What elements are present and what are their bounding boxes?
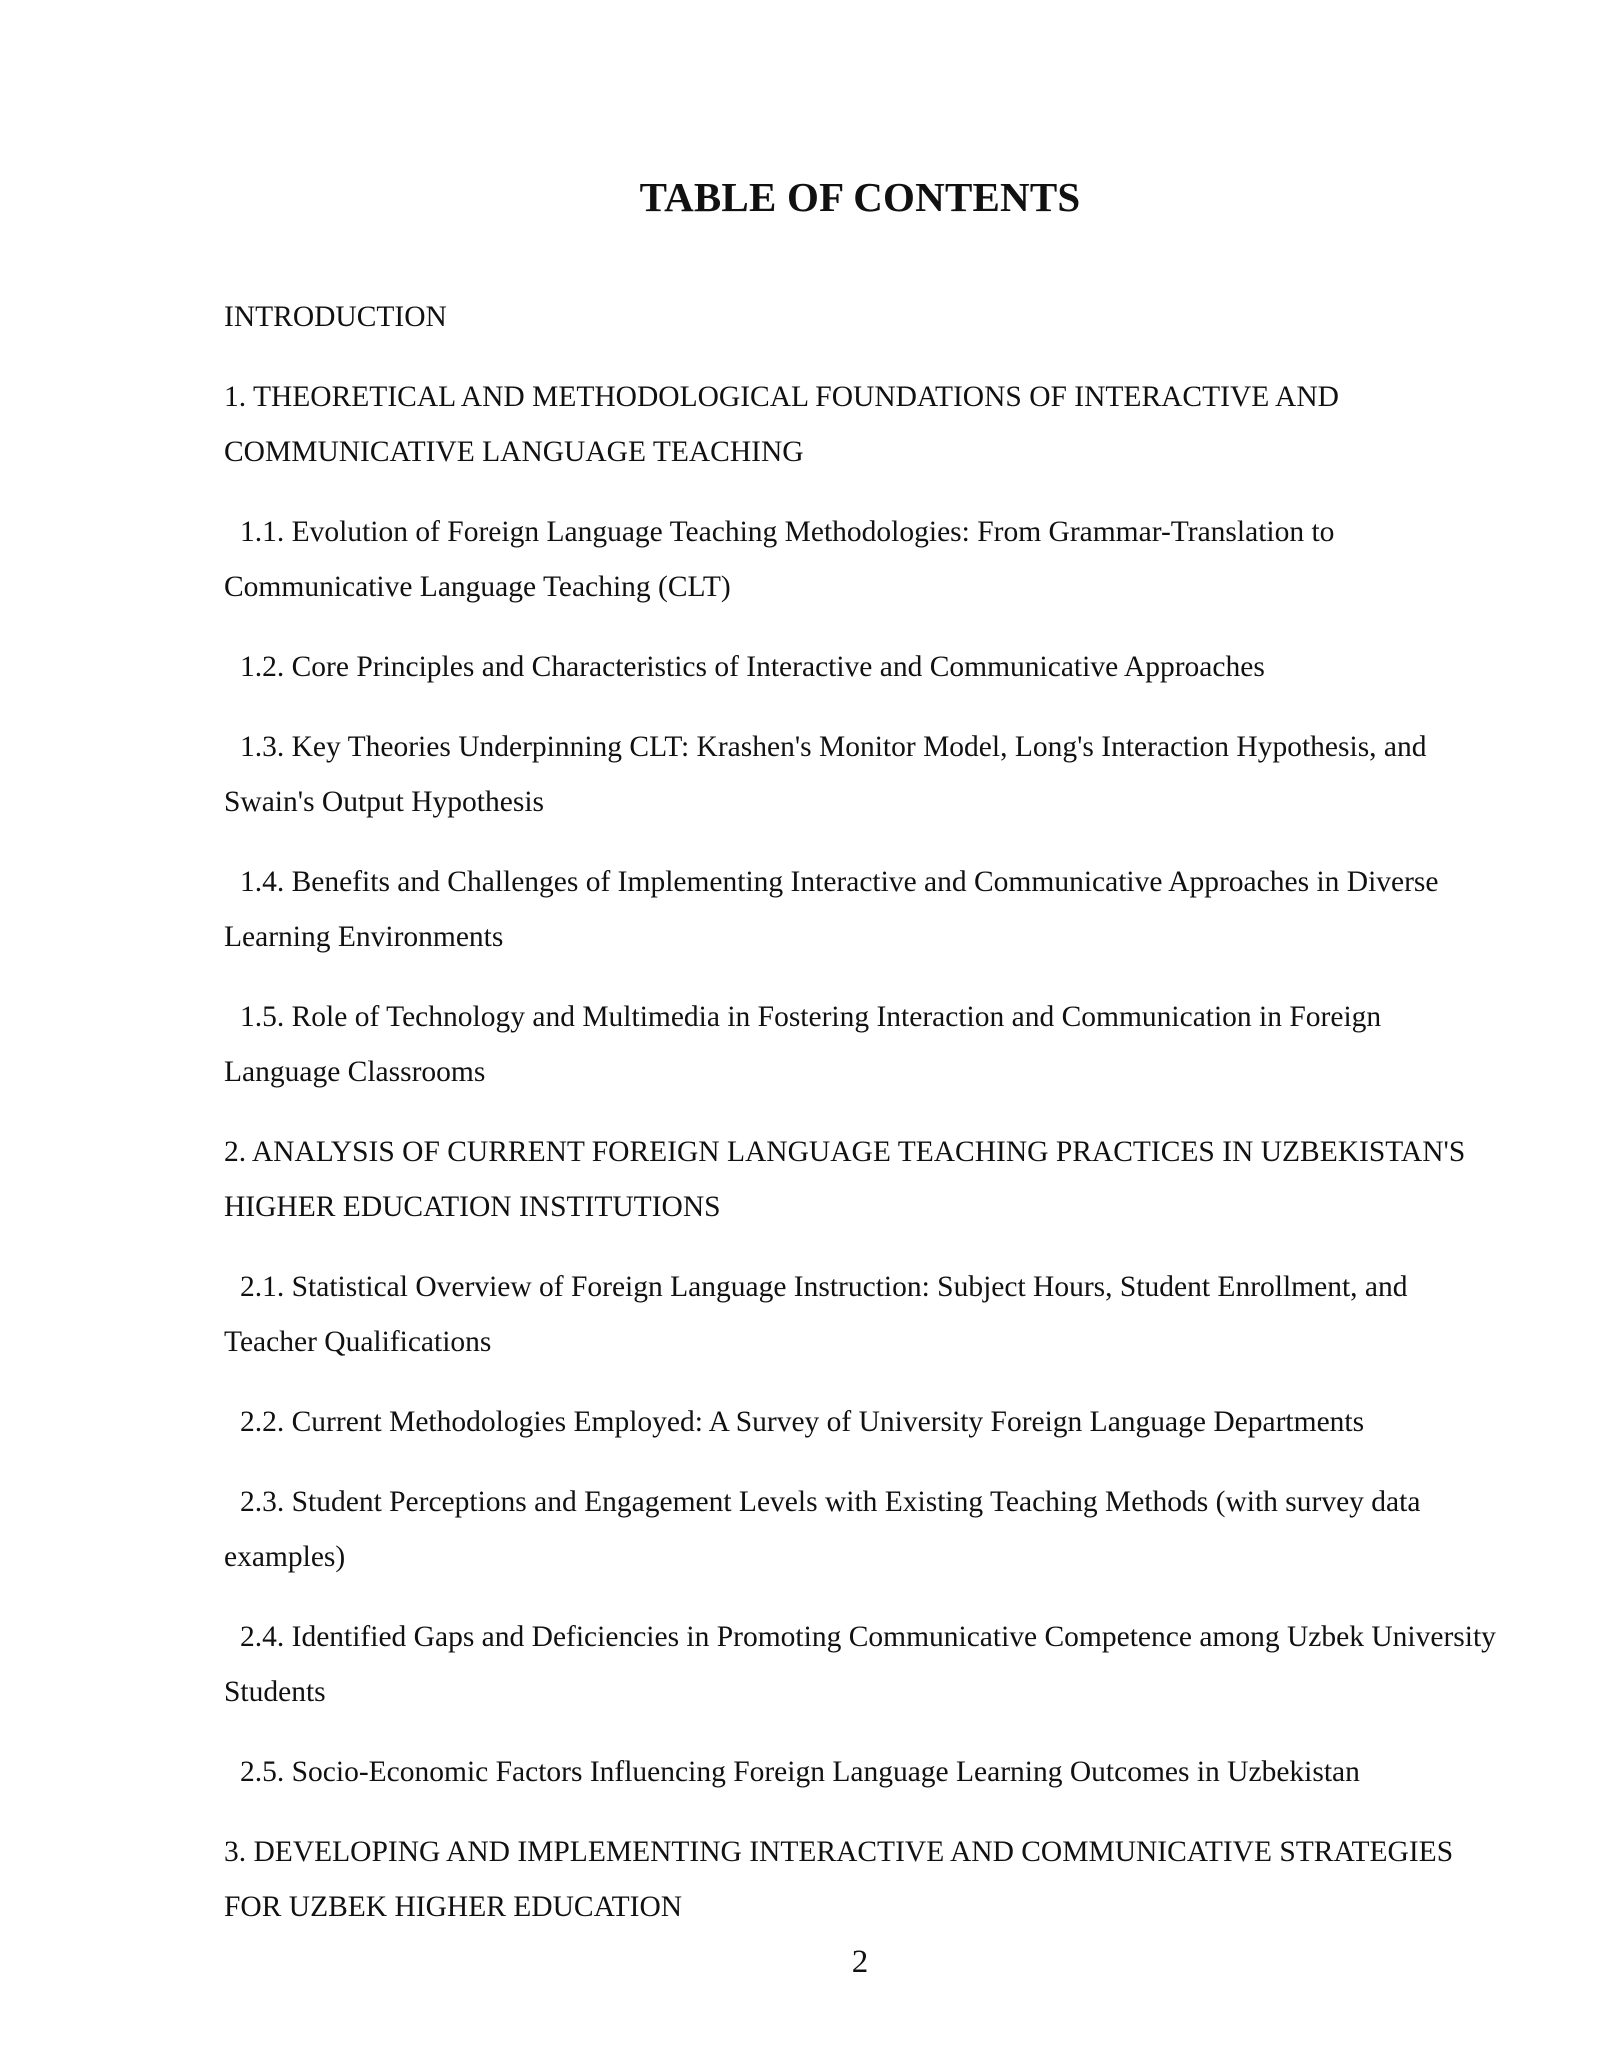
toc-entry-section-2-2: 2.2. Current Methodologies Employed: A Survey of University Foreign Language Departments bbox=[240, 1406, 1365, 1438]
toc-entry-section-1-4: 1.4. Benefits and Challenges of Implementing Interactive and Communicative Approaches in Diverse Learning Environments bbox=[224, 866, 1439, 953]
toc-entry-section-1-5: 1.5. Role of Technology and Multimedia in Fostering Interaction and Communication in Foreign Language Classrooms bbox=[224, 1001, 1382, 1088]
toc-entry-chapter-3: 3. DEVELOPING AND IMPLEMENTING INTERACTIVE AND COMMUNICATIVE STRATEGIES FOR UZBEK HIGHER EDUCATION bbox=[224, 1836, 1454, 1923]
toc-entry-section-2-1: 2.1. Statistical Overview of Foreign Language Instruction: Subject Hours, Student Enrollment, and Teacher Qualifications bbox=[224, 1271, 1408, 1358]
toc-entry-section-1-1: 1.1. Evolution of Foreign Language Teaching Methodologies: From Grammar-Translation to Communicative Language Teaching (CLT) bbox=[224, 516, 1335, 603]
toc-entry-chapter-2: 2. ANALYSIS OF CURRENT FOREIGN LANGUAGE TEACHING PRACTICES IN UZBEKISTAN'S HIGHER EDUCATION INSTITUTIONS bbox=[224, 1136, 1466, 1223]
toc-entry-introduction: INTRODUCTION bbox=[224, 301, 447, 333]
table-of-contents-list bbox=[224, 290, 1504, 1960]
toc-entry-section-1-2: 1.2. Core Principles and Characteristics of Interactive and Communicative Approaches bbox=[240, 651, 1265, 683]
page-number: 2 bbox=[851, 1944, 869, 1980]
toc-entry-section-2-3: 2.3. Student Perceptions and Engagement Levels with Existing Teaching Methods (with survey data examples) bbox=[224, 1486, 1421, 1573]
toc-entry-chapter-1: 1. THEORETICAL AND METHODOLOGICAL FOUNDATIONS OF INTERACTIVE AND COMMUNICATIVE LANGUAGE TEACHING bbox=[224, 381, 1339, 468]
page-title: TABLE OF CONTENTS bbox=[639, 174, 1081, 221]
toc-entry-section-1-3: 1.3. Key Theories Underpinning CLT: Krashen's Monitor Model, Long's Interaction Hypothesis, and Swain's Output Hypothesis bbox=[224, 731, 1427, 818]
toc-entry-section-2-4: 2.4. Identified Gaps and Deficiencies in Promoting Communicative Competence among Uzbek University Students bbox=[224, 1621, 1496, 1708]
toc-entry-section-2-5: 2.5. Socio-Economic Factors Influencing Foreign Language Learning Outcomes in Uzbekistan bbox=[240, 1756, 1360, 1788]
